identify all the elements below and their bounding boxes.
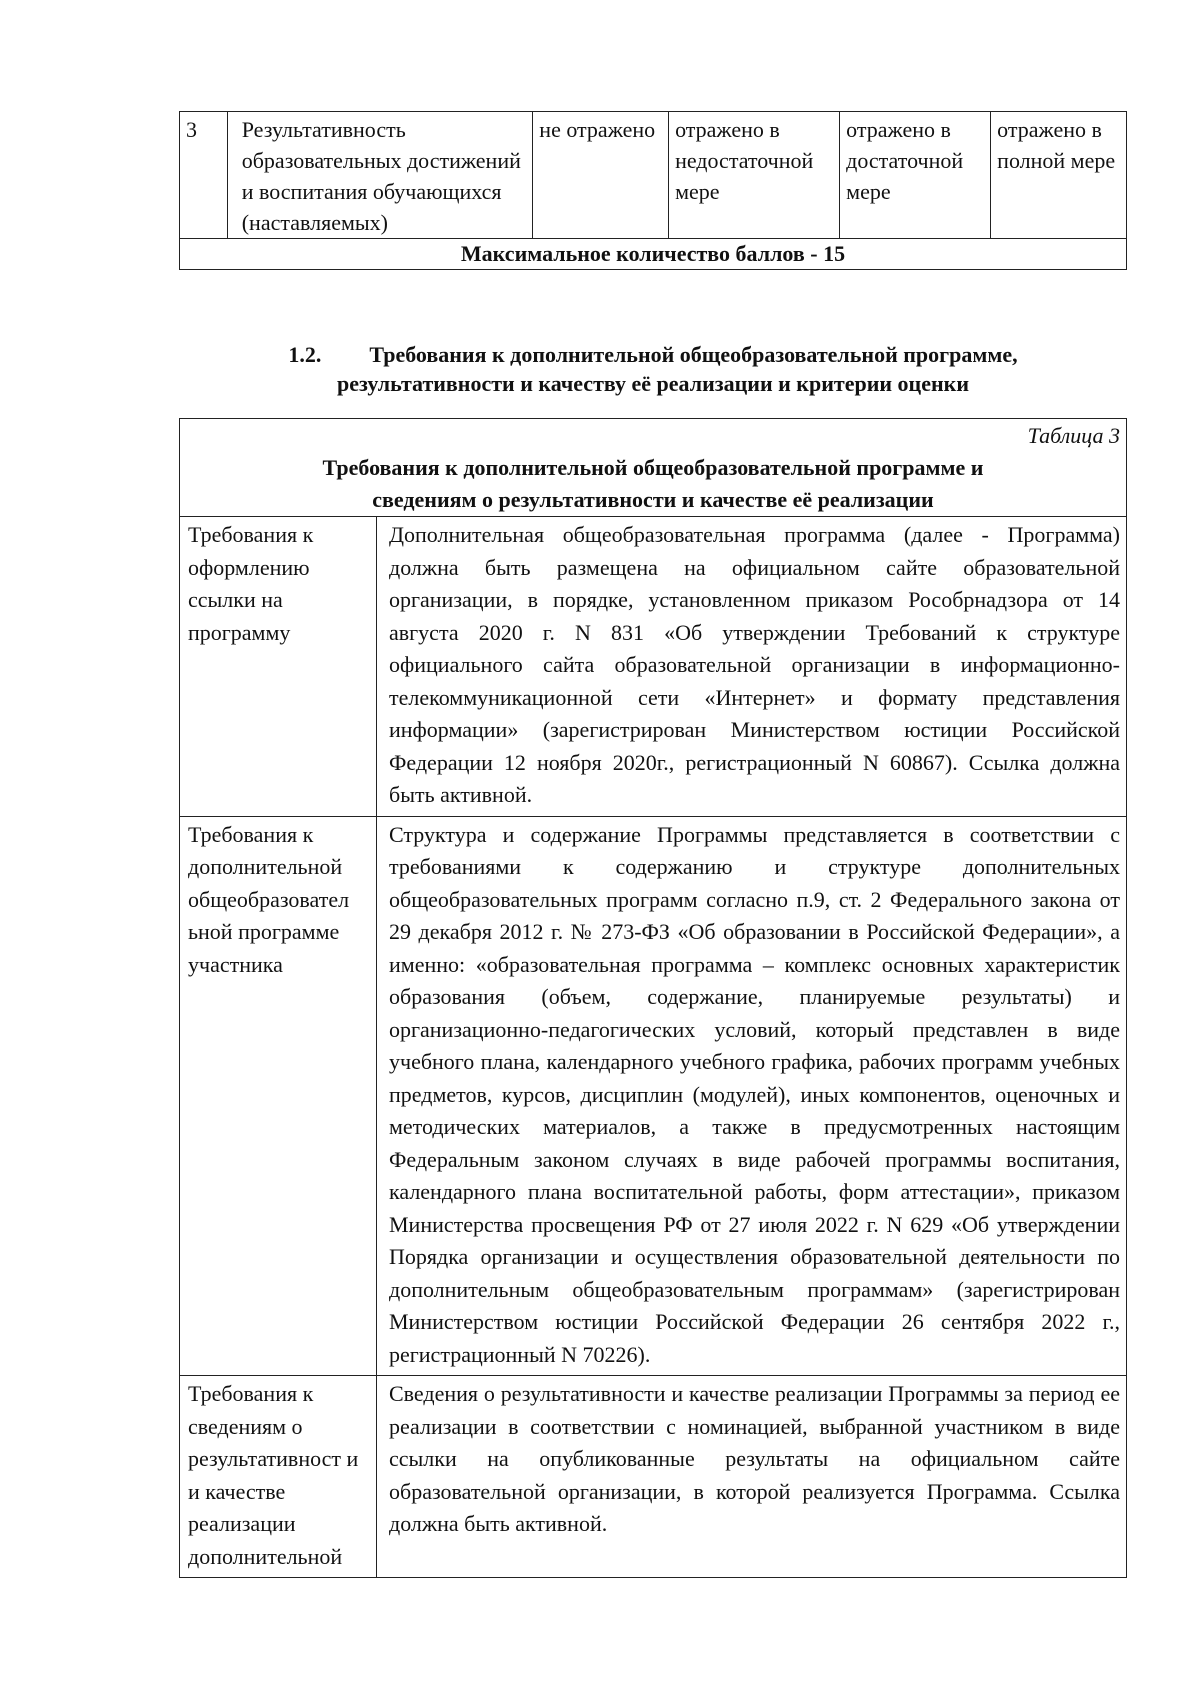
table-row <box>180 816 1127 1376</box>
table-title-line1: Требования к дополнительной общеобразовательной программе и <box>322 455 984 480</box>
table-caption <box>180 419 1127 517</box>
requirement-text: Структура и содержание Программы представляется в соответствии с требованиями к содержанию и структуре дополнительных общеобразовательных программ согласно п.9, ст. 2 Федерального закона от 29 декабря 2012 г. № 273-ФЗ «Об образовании в Российской Федерации», а именно: «образовательная программа – комплекс основных характеристик образования (объем, содержание, планируемые результаты) и организационно-педагогических условий, который представлен в виде учебного плана, календарного учебного графика, рабочих программ учебных предметов, курсов, дисциплин (модулей), иных компонентов, оценочных и методических материалов, а также в предусмотренных настоящим Федеральным законом случаях в виде рабочей программы воспитания, календарного плана воспитательной работы, форм аттестации», приказом Министерства просвещения РФ от 27 июля 2022 г. N 629 «Об утверждении Порядка организации и осуществления образовательной деятельности по дополнительным общеобразовательным программам» (зарегистрирован Министерством юстиции Российской Федерации 26 сентября 2022 г., регистрационный N 70226). <box>377 816 1127 1376</box>
level-not-reflected: не отражено <box>533 112 669 239</box>
max-score: Максимальное количество баллов - 15 <box>180 239 1127 270</box>
requirement-label: Требования к оформлению ссылки на программу <box>180 517 377 817</box>
criterion-number: 3 <box>180 112 228 239</box>
requirement-label: Требования к дополнительной общеобразовател ьной программе участника <box>180 816 377 1376</box>
level-full: отражено в полной мере <box>991 112 1127 239</box>
requirement-text: Дополнительная общеобразовательная программа (далее - Программа) должна быть размещена на официальном сайте образовательной организации, в порядке, установленном приказом Рособрнадзора от 14 августа 2020 г. N 831 «Об утверждении Требований к структуре официального сайта образовательной организации в информационно-телекоммуникационной сети «Интернет» и формату представления информации» (зарегистрирован Министерством юстиции Российской Федерации 12 ноября 2020г., регистрационный N 60867). Ссылка должна быть активной. <box>377 517 1127 817</box>
level-insufficient: отражено в недостаточной мере <box>669 112 840 239</box>
requirements-table <box>179 418 1127 1578</box>
criteria-table <box>179 111 1127 270</box>
table-row <box>180 112 1127 239</box>
criterion-name: Результативность образовательных достижений и воспитания обучающихся (наставляемых) <box>227 112 533 239</box>
section-title-line2: результативности и качеству её реализации и критерии оценки <box>336 371 970 396</box>
table-caption-row <box>180 419 1127 517</box>
table-label: Таблица 3 <box>1027 423 1120 448</box>
level-sufficient: отражено в достаточной мере <box>840 112 991 239</box>
section-heading <box>179 340 1127 398</box>
section-title-text: Требования к дополнительной общеобразовательной программе, <box>369 342 1018 367</box>
table-title-line2: сведениям о результативности и качестве её реализации <box>372 487 934 512</box>
table-row <box>180 1376 1127 1578</box>
section-title-line1 <box>179 340 1127 369</box>
requirement-text: Сведения о результативности и качестве реализации Программы за период ее реализации в соответствии с номинацией, выбранной участником в виде ссылки на опубликованные результаты на официальном сайте образовательной организации, в которой реализуется Программа. Ссылка должна быть активной. <box>377 1376 1127 1578</box>
section-number: 1.2. <box>288 342 322 367</box>
table-row <box>180 517 1127 817</box>
table-row <box>180 239 1127 270</box>
requirement-label: Требования к сведениям о результативност и и качестве реализации дополнительной <box>180 1376 377 1578</box>
